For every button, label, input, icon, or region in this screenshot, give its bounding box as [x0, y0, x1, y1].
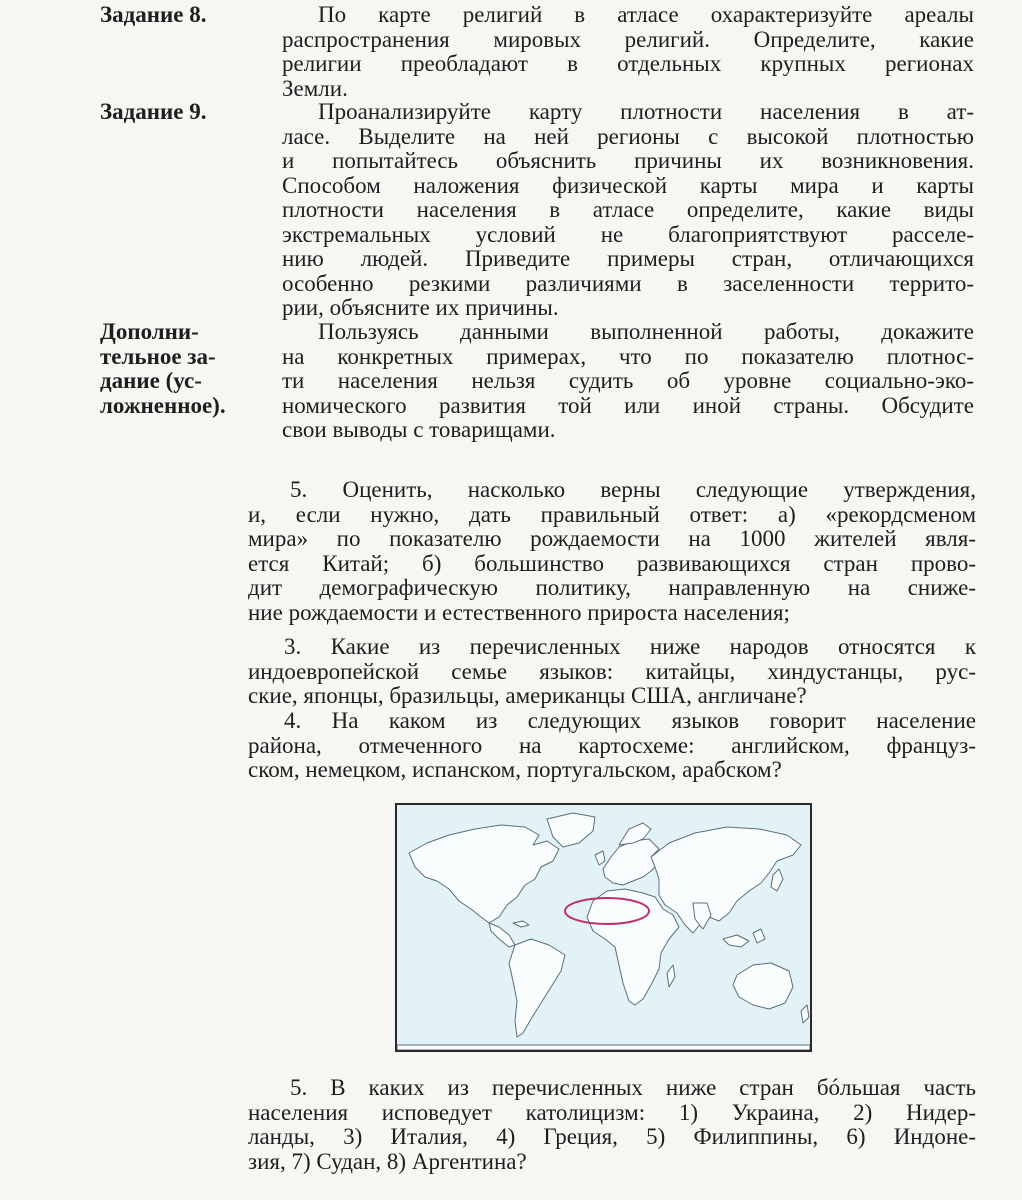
task-9-line: Способом наложения физической карты мира и карты	[282, 172, 974, 198]
task-9-line: плотности населения в атласе определите, какие виды	[282, 197, 974, 222]
extra-task-line: свои выводы с товарищами.	[282, 417, 556, 442]
task-9-line: нию людей. Приведите примеры стран, отличающихся	[282, 246, 974, 271]
question-3-line: 3. Какие из перечисленных ниже народов относятся к	[284, 634, 976, 659]
extra-label-line: Дополни-	[100, 319, 199, 344]
extra-label-line: дание (ус-	[100, 368, 202, 393]
question-4-line: района, отмеченного на картосхеме: английском, француз-	[248, 732, 976, 758]
task-9-text	[282, 100, 974, 321]
question-3-line: ские, японцы, бразильцы, американцы США, англичане?	[248, 683, 807, 708]
task-8-line: Земли.	[282, 75, 348, 101]
question-4	[248, 709, 976, 783]
question-5a-line: мира» по показателю рождаемости на 1000 жителей явля-	[248, 526, 976, 551]
question-5b-line: ланды, 3) Италия, 4) Греция, 5) Филиппины, 6) Индоне-	[248, 1124, 976, 1149]
task-8-text	[282, 3, 974, 101]
question-3-line: индоевропейской семье языков: китайцы, хиндустанцы, рус-	[248, 658, 976, 684]
extra-task-line: Пользуясь данными выполненной работы, докажите	[318, 319, 974, 344]
task-9-label: Задание 9.	[100, 99, 207, 124]
question-5a-line: и, если нужно, дать правильный ответ: а) «рекордсменом	[248, 501, 976, 527]
task-8-line: религии преобладают в отдельных крупных регионах	[282, 51, 974, 76]
antarctica	[397, 1045, 810, 1050]
task-9-line: Проанализируйте карту плотности населения в ат-	[318, 99, 974, 124]
task-9-line: и попытайтесь объяснить причины их возникновения.	[282, 148, 974, 173]
extra-label-line: тельное за-	[100, 343, 216, 369]
question-5-statements	[248, 478, 976, 625]
extra-task-text	[282, 320, 974, 443]
question-5-catholicism	[248, 1076, 976, 1174]
world-map	[397, 805, 810, 1050]
question-5b-line: зия, 7) Судан, 8) Аргентина?	[248, 1148, 527, 1174]
task-8-line: По карте религий в атласе охарактеризуйте ареалы	[318, 2, 974, 27]
task-9-line: ласе. Выделите на ней регионы с высокой плотностью	[282, 123, 974, 149]
question-5b-line: населения исповедует католицизм: 1) Украина, 2) Нидер-	[248, 1099, 976, 1125]
task-9-line: рии, объясните их причины.	[282, 295, 559, 320]
question-5a-line: ние рождаемости и естественного прироста населения;	[248, 599, 790, 625]
world-map-schematic	[395, 803, 812, 1052]
question-5a-line: дит демографическую политику, направленную на сниже-	[248, 575, 976, 600]
task-8-label: Задание 8.	[100, 2, 207, 27]
extra-task-label	[100, 320, 270, 418]
task-9-line: экстремальных условий не благоприятствуют расселе-	[282, 221, 974, 247]
extra-task-line: ти населения нельзя судить об уровне социально-эко-	[282, 368, 974, 393]
question-5b-line: 5. В каких из перечисленных ниже стран бóльшая часть	[290, 1075, 976, 1100]
question-5a-line: 5. Оценить, насколько верны следующие утверждения,	[290, 477, 976, 502]
question-5a-line: ется Китай; б) большинство развивающихся стран прово-	[248, 550, 976, 576]
task-9-line: особенно резкими различиями в заселенности террито-	[282, 270, 974, 296]
question-4-line: ском, немецком, испанском, португальском, арабском?	[248, 757, 782, 782]
extra-task-line: на конкретных примерах, что по показателю плотнос-	[282, 343, 974, 369]
question-3	[248, 635, 976, 709]
extra-task-line: номического развития той или иной страны. Обсудите	[282, 392, 974, 418]
question-4-line: 4. На каком из следующих языков говорит население	[284, 708, 976, 733]
task-8-line: распространения мировых религий. Определите, какие	[282, 26, 974, 52]
extra-label-line: ложненное).	[100, 392, 226, 418]
